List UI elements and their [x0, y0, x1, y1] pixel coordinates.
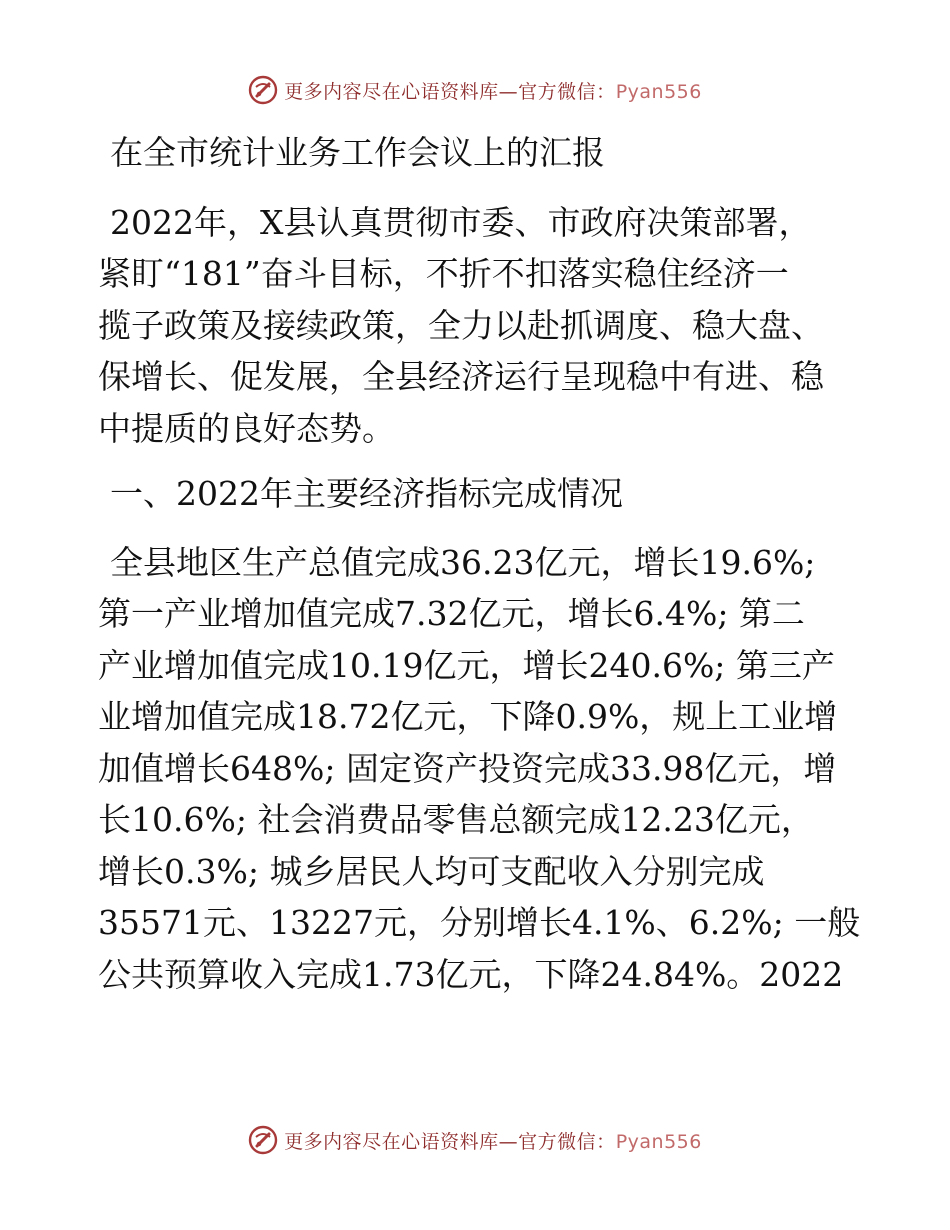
section-line: 第一产业增加值完成7.32亿元，增长6.4%; 第二	[98, 594, 805, 633]
watermark-main: 更多内容尽在心语资料库	[284, 1130, 499, 1153]
watermark-dash: —	[498, 80, 519, 103]
section-line: 业增加值完成18.72亿元，下降0.9%，规上工业增	[98, 697, 838, 736]
section-line: 产业增加值完成10.19亿元，增长240.6%; 第三产	[98, 645, 835, 685]
watermark-header	[0, 70, 950, 110]
watermark-main: 更多内容尽在心语资料库	[284, 80, 499, 103]
document-body	[98, 120, 861, 1000]
section-line: 公共预算收入完成1.73亿元，下降24.84%。2022	[98, 954, 844, 994]
section-paragraph	[98, 537, 861, 1001]
watermark-text	[284, 77, 702, 104]
watermark-wechat-id: Pyan556	[615, 80, 702, 103]
seal-logo-icon	[248, 75, 278, 105]
section-line: 长10.6%; 社会消费品零售总额完成12.23亿元，	[98, 800, 814, 839]
intro-line: 保增长、促发展，全县经济运行呈现稳中有进、稳	[98, 357, 824, 396]
section-line: 增长0.3%; 城乡居民人均可支配收入分别完成	[98, 851, 765, 891]
watermark-dash: —	[498, 1130, 519, 1153]
intro-line: 中提质的良好态势。	[98, 408, 395, 448]
watermark-official: 官方微信：	[518, 80, 616, 103]
intro-paragraph	[98, 197, 858, 455]
intro-line: 2022年，X县认真贯彻市委、市政府决策部署，	[110, 202, 812, 242]
watermark-official: 官方微信：	[518, 1130, 616, 1153]
intro-line: 揽子政策及接续政策，全力以赴抓调度、稳大盘、	[98, 305, 824, 345]
section-line: 全县地区生产总值完成36.23亿元，增长19.6%;	[110, 542, 816, 582]
section-line: 35571元、13227元，分别增长4.1%、6.2%; 一般	[98, 903, 861, 942]
intro-line: 紧盯“181”奋斗目标，不折不扣落实稳住经济一	[98, 254, 789, 293]
watermark-text	[284, 1127, 702, 1154]
watermark-wechat-id: Pyan556	[615, 1130, 702, 1153]
document-title: 在全市统计业务工作会议上的汇报	[110, 133, 605, 172]
section-line: 加值增长648%; 固定资产投资完成33.98亿元，增	[98, 748, 837, 788]
seal-logo-icon	[248, 1125, 278, 1155]
watermark-footer	[0, 1120, 950, 1160]
section-heading: 一、2022年主要经济指标完成情况	[110, 474, 623, 513]
